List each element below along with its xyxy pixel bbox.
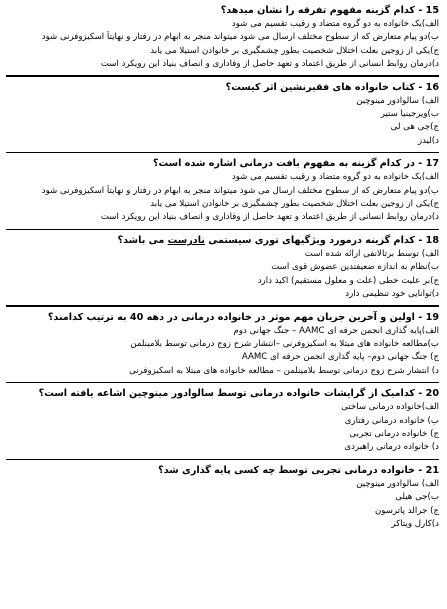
question-title: 16 - کتاب خانواده های فقیرنشین اثر کیست؟ bbox=[225, 81, 439, 93]
question-title: 15 - کدام گزینه مفهوم تفرقه را نشان میدهد؟ bbox=[220, 5, 439, 16]
separator-line bbox=[6, 229, 439, 231]
option-a: الف)پایه گذاری انجمن حرفه ای AAMC – جنگ جهانی دوم bbox=[233, 325, 439, 336]
separator-line bbox=[6, 75, 439, 77]
option-c: ج)یکی از زوجین بعلت اختلال شخصیت بطور چشمگیری بر خانوادن استیلا می یابد bbox=[150, 45, 439, 56]
option-c: ج) جرالد پاترسون bbox=[374, 505, 439, 516]
option-a: الف) سالوادور مینوچین bbox=[356, 95, 439, 106]
option-c: ج)یکی از زوجین بعلت اختلال شخصیت بطور چشمگیری بر خانوادن استیلا می یابد bbox=[150, 198, 439, 209]
separator-line bbox=[6, 152, 439, 154]
option-a: الف)یک خانواده به دو گروه متضاد و رقیب تقسیم می شود bbox=[231, 19, 439, 29]
separator-line bbox=[6, 382, 439, 384]
option-a: الف) سالوادور مینوچین bbox=[356, 479, 439, 490]
question-title: 17 - در کدام گزینه به مفهوم بافت درمانی اشاره شده است؟ bbox=[152, 158, 439, 170]
option-c: ج) خانواده درمانی تجربی bbox=[349, 429, 439, 440]
question-15 bbox=[6, 4, 439, 71]
option-d: د)کارل ویتاکر bbox=[391, 519, 439, 530]
option-d: د) انتشار شرح زوج درمانی توسط بلامینلمن – مطالعه خانواده های مبتلا به اسکیزوفرنی bbox=[129, 365, 439, 376]
option-c: ج) جنگ جهانی دوم– پایه گذاری انجمن حرفه ای AAMC bbox=[241, 352, 439, 363]
question-title: 21 - خانواده درمانی تجربی توسط چه کسی پایه گذاری شد؟ bbox=[158, 465, 439, 477]
option-b: ب)دو پیام متعارض که از سطوح مختلف ارسال می شود میتواند منجر به ابهام در رفتار و نهایتاً اسکیزوفرنی شود bbox=[41, 185, 439, 196]
option-b: ب)جی هیلی bbox=[395, 492, 439, 503]
option-d: د) خانواده درمانی راهبردی bbox=[344, 442, 439, 453]
question-18 bbox=[6, 234, 439, 301]
question-16 bbox=[6, 81, 439, 148]
underlined-word: نادرست bbox=[167, 235, 205, 247]
question-title-start: 18 - کدام گزینه درمورد ویژگیهای توری سیستمی bbox=[204, 235, 439, 247]
option-c: ج)جی هی لی bbox=[390, 122, 439, 133]
option-a: الف) توسط برتالانفی ارائه شده است bbox=[304, 249, 439, 260]
question-title-end: می باشد؟ bbox=[117, 235, 168, 247]
separator-line bbox=[6, 459, 439, 461]
question-19 bbox=[6, 311, 439, 378]
option-d: د)درمان روابط انسانی از طریق اعتماد و تعهد حاصل از وفاداری و انصاف بنیاد این رویکرد است bbox=[100, 58, 439, 69]
option-b: ب)مطالعه خانواده های مبتلا به اسکیزوفرنی –انتشار شرح زوج درمانی توسط بلامینلمن bbox=[130, 339, 439, 350]
option-b: ب)ویرجینیا ستیر bbox=[380, 108, 439, 119]
question-21 bbox=[6, 464, 439, 531]
question-title: 20 - کدامیک از گرایشات خانواده درمانی توسط سالوادور مینوچین اشاعه یافته است؟ bbox=[38, 388, 439, 400]
question-title: 19 - اولین و آخرین جریان مهم موثر در خانواده درمانی در دهه 40 به ترتیب کدامند؟ bbox=[47, 311, 439, 323]
option-d: د)توانایی خود تنظیمی دارد bbox=[345, 288, 439, 299]
option-a: الف)خانواده درمانی ساختی bbox=[341, 402, 439, 413]
option-b: ب)نظام به اندازه ضعیفتدین عضوش قوی است bbox=[271, 262, 439, 273]
option-c: ج)بر علیت خطی (علت و معلول مستقیم) اکید دارد bbox=[257, 275, 439, 286]
question-title bbox=[6, 234, 439, 248]
separator-line bbox=[6, 305, 439, 307]
question-17 bbox=[6, 157, 439, 224]
option-a: الف)یک خانواده به دو گروه متضاد و رقیب تقسیم می شود bbox=[231, 172, 439, 183]
option-d: د)درمان روابط انسانی از طریق اعتماد و تعهد حاصل از وفاداری و انصاف بنیاد این رویکرد است bbox=[100, 212, 439, 223]
option-b: ب)دو پیام متعارض که از سطوح مختلف ارسال می شود میتواند منجر به ابهام در رفتار و نهایتاً اسکیزوفرنی شود bbox=[41, 32, 439, 43]
question-20 bbox=[6, 387, 439, 454]
option-d: د)لیدز bbox=[417, 135, 439, 146]
option-b: ب) خانواده درمانی رفتاری bbox=[344, 415, 439, 426]
